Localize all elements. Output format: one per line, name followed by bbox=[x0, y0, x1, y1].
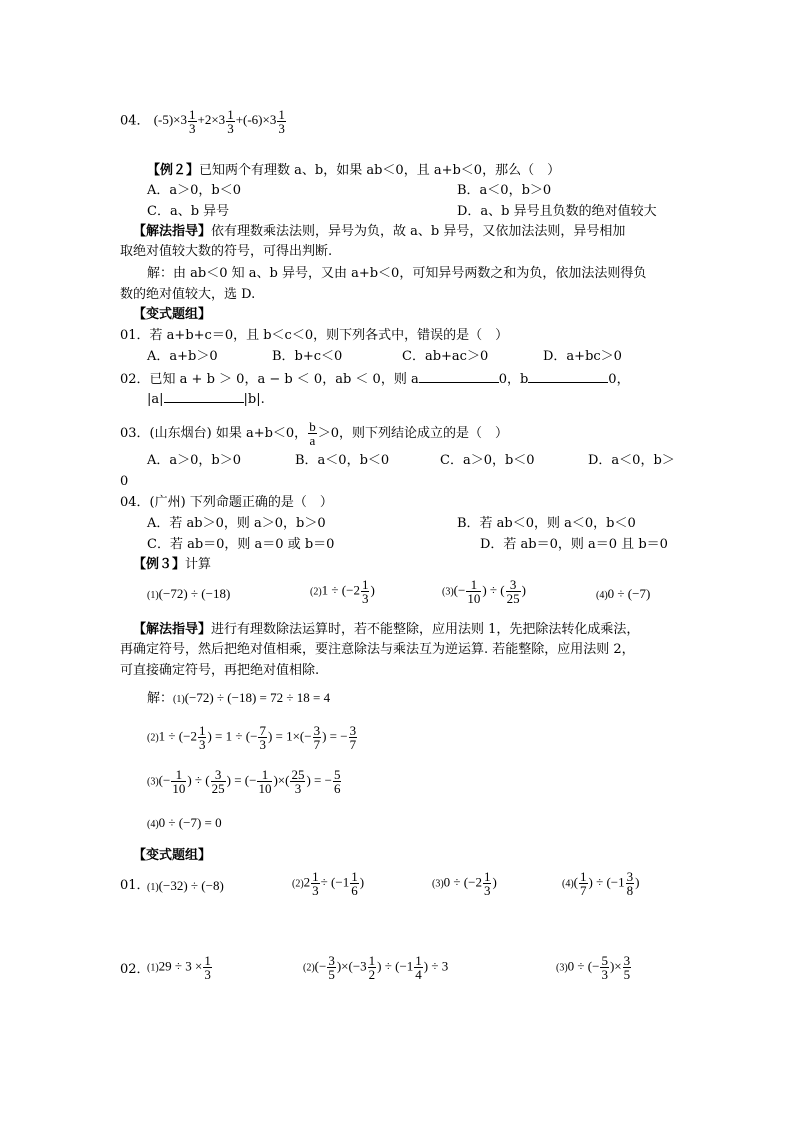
ex3-solution-4: (4)0 ÷ (−7) = 0 bbox=[147, 815, 222, 830]
variant2-q2-p1: (1)29 ÷ 3 × $\frac{1}{3}$ bbox=[147, 953, 211, 982]
q3-option-c: C．a＞0，b＜0 bbox=[440, 453, 535, 468]
variant2-q1-p3: (3)0 ÷ (−2 $\frac{1}{3}$ ) bbox=[432, 869, 497, 898]
q3-option-b: B．a＜0，b＜0 bbox=[295, 453, 390, 468]
math-expression: (-5)×3 $\frac{1}{3}$ +2×3 $\frac{1}{3}$ +(-6)×3 $\frac{1}{3}$ bbox=[153, 107, 285, 136]
variant-q2: 02．已知 a + b ＞ 0，a − b ＜ 0，ab ＜ 0，则 a 0，b 0， bbox=[120, 372, 630, 387]
option-d: D．a、b 异号且负数的绝对值较大 bbox=[457, 204, 657, 219]
variant-q1: 01．若 a+b+c＝0，且 b＜c＜0，则下列各式中，错误的是（ ） bbox=[120, 328, 509, 343]
solution-line-2: 数的绝对值较大，选 D. bbox=[120, 287, 256, 302]
variant2-q2-number: 02． bbox=[120, 962, 150, 977]
q3-option-a: A．a＞0，b＞0 bbox=[147, 453, 242, 468]
ex3-guide-3: 可直接确定符号，再把绝对值相除. bbox=[120, 663, 320, 678]
option-c: C．a、b 异号 bbox=[147, 204, 230, 219]
q3-option-d-wrap: 0 bbox=[120, 474, 129, 489]
variant2-q2-p3: (3)0 ÷ (− $\frac{5}{3}$ )× $\frac{3}{5}$ bbox=[556, 953, 631, 982]
variant2-q1-p2: (2)2 $\frac{1}{3}$ ÷ (−1 $\frac{1}{6}$ ) bbox=[292, 869, 365, 898]
variant-heading-2: 【变式题组】 bbox=[133, 848, 212, 863]
ex3-problem-3: (3)(− $\frac{1}{10}$ ) ÷ ( $\frac{3}{25}$ ) bbox=[442, 577, 526, 606]
ex3-guide-1: 【解法指导】进行有理数除法运算时，若不能整除，应用法则 1，先把除法转化成乘法， bbox=[133, 622, 640, 637]
q1-option-d: D．a+bc＞0 bbox=[543, 349, 622, 364]
guide-line-2: 取绝对值较大数的符号，可得出判断. bbox=[120, 244, 333, 259]
item-number: 04． bbox=[120, 113, 150, 129]
variant-q3: 03．(山东烟台) 如果 a+b＜0， $\frac{b}{a}$ ＞0，则下列结论成立的是（ ） bbox=[120, 419, 508, 448]
ex3-guide-2: 再确定符号，然后把绝对值相乘，要注意除法与乘法互为逆运算. 若能整除，应用法则 2， bbox=[120, 642, 635, 657]
option-b: B．a＜0，b＞0 bbox=[457, 183, 552, 198]
q4-option-a: A．若 ab＞0，则 a＞0，b＞0 bbox=[147, 516, 326, 531]
ex3-solution-1: 解：(1)(−72) ÷ (−18) = 72 ÷ 18 = 4 bbox=[147, 690, 331, 705]
variant2-q1-number: 01． bbox=[120, 878, 150, 893]
q1-option-a: A．a+b＞0 bbox=[147, 349, 218, 364]
example-2-stem: 【例２】已知两个有理数 a、b，如果 ab＜0，且 a+b＜0，那么（ ） bbox=[147, 163, 561, 178]
q4-option-d: D．若 ab＝0，则 a＝0 且 b＝0 bbox=[480, 537, 668, 552]
guide-line-1: 【解法指导】依有理数乘法法则，异号为负，故 a、b 异号，又依加法法则，异号相加 bbox=[133, 224, 626, 239]
variant-q4: 04．(广州) 下列命题正确的是（ ） bbox=[120, 495, 333, 510]
q4-option-c: C．若 ab＝0，则 a＝0 或 b＝0 bbox=[147, 537, 335, 552]
variant2-q2-p2: (2)(− $\frac{3}{5}$ )×(−3 $\frac{1}{2}$ ) ÷ (−1 $\frac{1}{4}$ ) ÷ 3 bbox=[303, 953, 449, 982]
exercise-04-line bbox=[120, 108, 287, 135]
variant2-q1-p4: (4)( $\frac{1}{7}$ ) ÷ (−1 $\frac{3}{8}$ ) bbox=[562, 869, 640, 898]
example-3-heading: 【例３】计算 bbox=[133, 557, 212, 572]
option-a: A．a＞0，b＜0 bbox=[147, 183, 242, 198]
solution-line-1: 解：由 ab＜0 知 a、b 异号，又由 a+b＜0，可知异号两数之和为负，依加法法则得负 bbox=[147, 266, 647, 281]
q1-option-b: B．b+c＜0 bbox=[272, 349, 343, 364]
q3-option-d: D．a＜0，b＞ bbox=[588, 453, 675, 468]
ex3-problem-2: (2)1 ÷ (−2 $\frac{1}{3}$ ) bbox=[310, 577, 375, 606]
q4-option-b: B．若 ab＜0，则 a＜0，b＜0 bbox=[457, 516, 636, 531]
variant-q2-cont: |a| |b|. bbox=[147, 392, 265, 407]
q1-option-c: C．ab+ac＞0 bbox=[402, 349, 489, 364]
ex3-problem-1: (1)(−72) ÷ (−18) bbox=[147, 586, 231, 601]
variant2-q1-p1: (1)(−32) ÷ (−8) bbox=[147, 878, 224, 893]
ex3-solution-2: (2)1 ÷ (−2 $\frac{1}{3}$ ) = 1 ÷ (− $\frac{7}{3}$ ) = 1×(− $\frac{3}{7}$ ) = − $\frac{3}{7}$ bbox=[147, 723, 357, 752]
ex3-solution-3: (3)(− $\frac{1}{10}$ ) ÷ ( $\frac{3}{25}$ ) = (− $\frac{1}{10}$ )×( $\frac{25}{3}$ ) = − $\frac{5}{6}$ bbox=[147, 767, 341, 796]
variant-heading: 【变式题组】 bbox=[133, 307, 212, 322]
ex3-problem-4: (4)0 ÷ (−7) bbox=[596, 586, 651, 601]
